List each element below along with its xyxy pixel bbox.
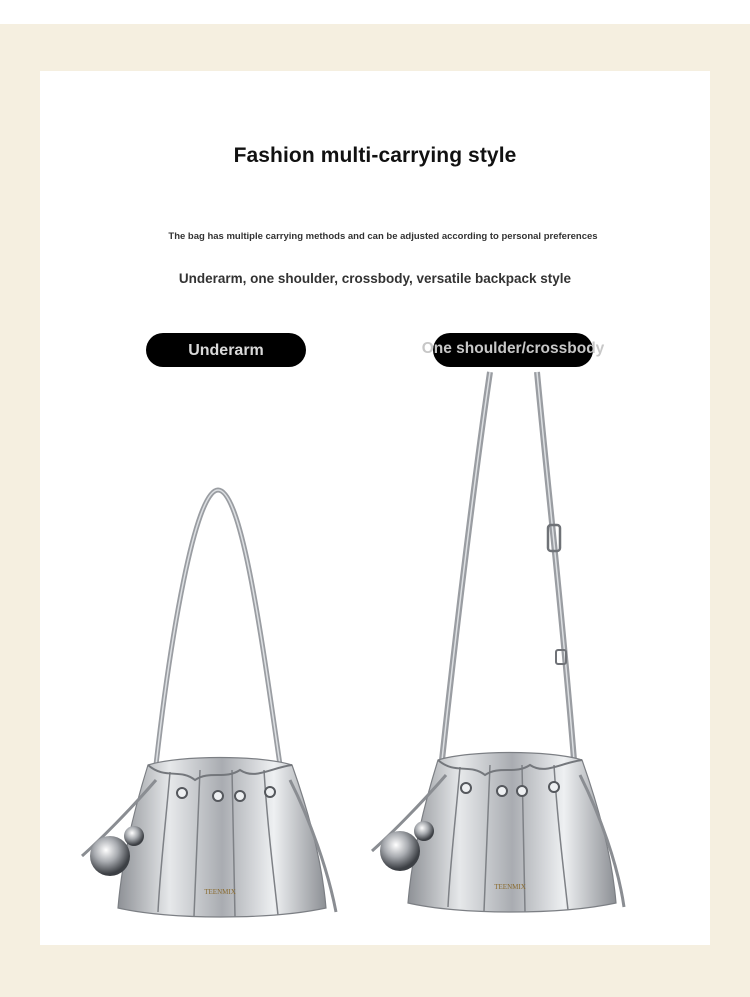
bag-strap-left [442, 372, 490, 760]
shoulder-crossbody-label: One shoulder/crossbody [421, 340, 605, 357]
brand-mark: TEENMIX [204, 888, 236, 896]
underarm-bag-image [70, 480, 350, 930]
carry-styles-text: Underarm, one shoulder, crossbody, versatile backpack style [178, 271, 572, 286]
crossbody-bag-image [362, 360, 642, 930]
ball-charm [380, 831, 420, 871]
ball-charm [90, 836, 130, 876]
underarm-label: Underarm [188, 342, 264, 359]
brand-mark: TEENMIX [494, 883, 526, 891]
page-title: Fashion multi-carrying style [233, 144, 517, 167]
description-text: The bag has multiple carrying methods and can be adjusted according to personal preferences [168, 231, 598, 242]
